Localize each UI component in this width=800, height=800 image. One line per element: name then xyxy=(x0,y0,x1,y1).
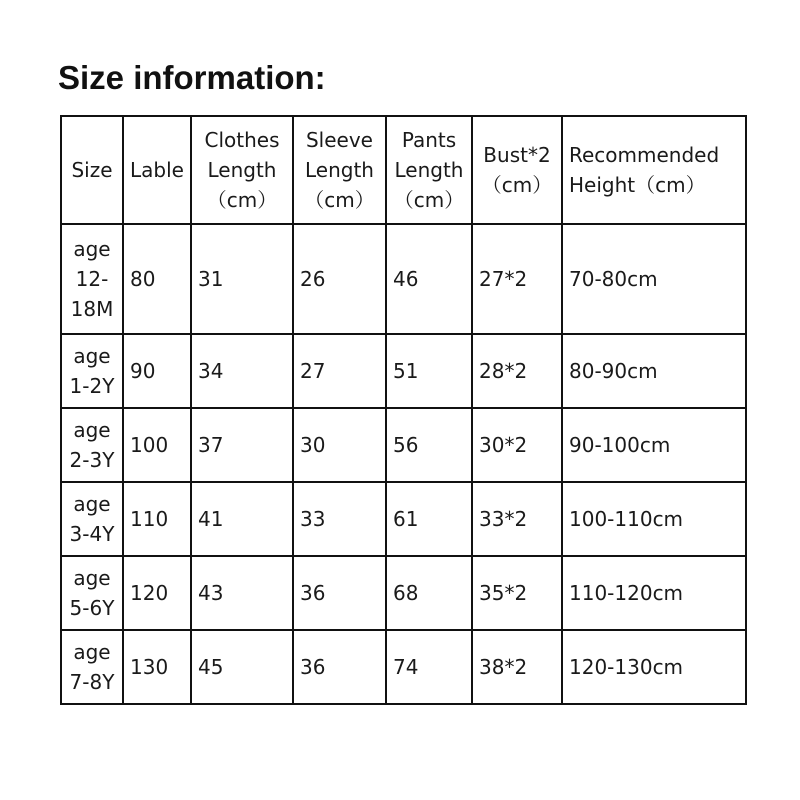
cell-recommended-height: 120-130cm xyxy=(562,630,746,704)
table-header-row xyxy=(61,116,746,224)
cell-size: age 7-8Y xyxy=(61,630,123,704)
table-row xyxy=(61,630,746,704)
header-pants-length: Pants Length （cm） xyxy=(386,116,472,224)
cell-clothes-length: 45 xyxy=(191,630,293,704)
cell-pants-length: 51 xyxy=(386,334,472,408)
cell-label: 120 xyxy=(123,556,191,630)
cell-sleeve-length: 36 xyxy=(293,556,386,630)
cell-pants-length: 56 xyxy=(386,408,472,482)
cell-recommended-height: 110-120cm xyxy=(562,556,746,630)
table-row xyxy=(61,556,746,630)
cell-sleeve-length: 27 xyxy=(293,334,386,408)
table-row xyxy=(61,482,746,556)
cell-clothes-length: 31 xyxy=(191,224,293,334)
cell-clothes-length: 37 xyxy=(191,408,293,482)
cell-size: age 1-2Y xyxy=(61,334,123,408)
cell-size: age 12- 18M xyxy=(61,224,123,334)
table-row xyxy=(61,408,746,482)
cell-pants-length: 46 xyxy=(386,224,472,334)
cell-bust: 38*2 xyxy=(472,630,562,704)
size-table xyxy=(60,115,747,705)
cell-size: age 5-6Y xyxy=(61,556,123,630)
cell-sleeve-length: 36 xyxy=(293,630,386,704)
table-row xyxy=(61,334,746,408)
cell-sleeve-length: 26 xyxy=(293,224,386,334)
cell-recommended-height: 100-110cm xyxy=(562,482,746,556)
cell-size: age 2-3Y xyxy=(61,408,123,482)
header-sleeve-length: Sleeve Length （cm） xyxy=(293,116,386,224)
cell-clothes-length: 34 xyxy=(191,334,293,408)
cell-label: 80 xyxy=(123,224,191,334)
cell-bust: 28*2 xyxy=(472,334,562,408)
cell-label: 110 xyxy=(123,482,191,556)
cell-size: age 3-4Y xyxy=(61,482,123,556)
cell-label: 90 xyxy=(123,334,191,408)
cell-label: 130 xyxy=(123,630,191,704)
cell-pants-length: 61 xyxy=(386,482,472,556)
header-recommended-height: Recommended Height（cm） xyxy=(562,116,746,224)
cell-label: 100 xyxy=(123,408,191,482)
cell-recommended-height: 90-100cm xyxy=(562,408,746,482)
table-row xyxy=(61,224,746,334)
header-size: Size xyxy=(61,116,123,224)
cell-recommended-height: 70-80cm xyxy=(562,224,746,334)
header-bust: Bust*2 （cm） xyxy=(472,116,562,224)
cell-clothes-length: 43 xyxy=(191,556,293,630)
cell-sleeve-length: 33 xyxy=(293,482,386,556)
cell-clothes-length: 41 xyxy=(191,482,293,556)
cell-pants-length: 68 xyxy=(386,556,472,630)
cell-bust: 33*2 xyxy=(472,482,562,556)
header-clothes-length: Clothes Length （cm） xyxy=(191,116,293,224)
cell-pants-length: 74 xyxy=(386,630,472,704)
cell-bust: 30*2 xyxy=(472,408,562,482)
cell-bust: 35*2 xyxy=(472,556,562,630)
cell-sleeve-length: 30 xyxy=(293,408,386,482)
cell-recommended-height: 80-90cm xyxy=(562,334,746,408)
header-label: Lable xyxy=(123,116,191,224)
page-title: Size information: xyxy=(58,59,326,96)
cell-bust: 27*2 xyxy=(472,224,562,334)
